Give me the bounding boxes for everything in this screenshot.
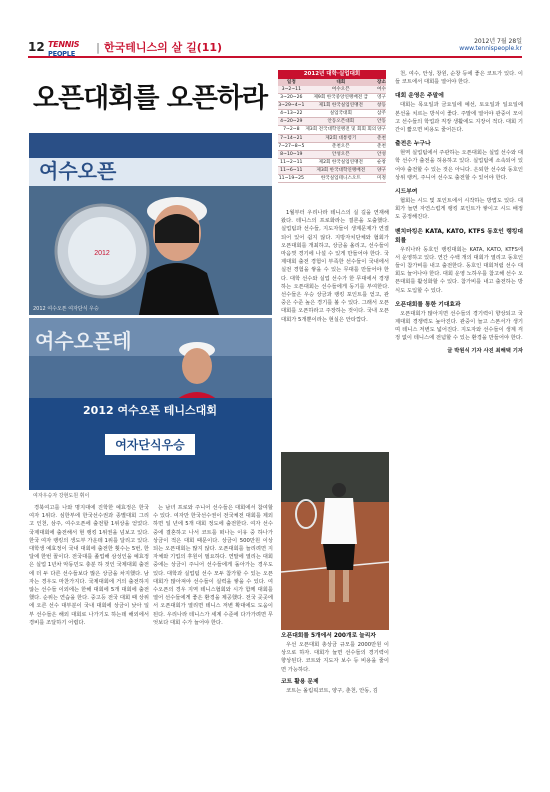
schedule-row [278,175,386,183]
schedule-cell: 미정 [377,176,386,182]
schedule-cell: 춘천오픈 [305,142,377,150]
schedule-col-event: 대회 [305,79,377,86]
schedule-cell: 삼주 [377,111,386,117]
schedule-cell: 창등 [377,103,386,109]
svg-text:2012: 2012 [94,250,110,257]
schedule-row [278,150,386,158]
body-column-4 [395,70,523,778]
subheading-open-entry: 출전은 누구나 [395,141,431,148]
schedule-table [278,79,386,183]
schedule-cell: 제9회 한국중앙연맹배전 급 [305,94,377,102]
photo-trophy-winner [29,133,272,315]
schedule-cell: 춘천 [377,135,386,141]
schedule-cell: 한국실업테니스오트 [305,175,377,183]
photo-trophy-caption: 2012 여수오픈 여자단식 우승 [33,306,99,312]
issue-date: 2012년 7월 28일 [474,38,522,45]
banner-line-1: 2012 여수오픈 테니스대회 [83,404,217,417]
body-text-col3: 1월부터 우리나라 테니스의 실 길을 연재해왔다. 테니스의 프로화라는 결론을 도출했다. 실업팀과 선수들, 지도자들이 생계문제가 연결되어 있어 쉽지 않다. 지방자치단체와 협회가 오픈대회를 개최하고, 상금을 올리고, 선수들이 마음껏 경기에 나설 수 있게 만들어야 한다. 국제대회 출전 경험이 부족한 선수들이 국내에서 실전 경험을 쌓을 수 있는 무대를 만들어야 한다. 대학 선수와 실업 선수가 한 무대에서 경쟁하는 오픈대회는 선수들에게 동기를 부여한다. 선수들은 우승 상금과 랭킹 포인트를 얻고, 관중은 수준 높은 경기를 볼 수 있다. 그래서 오픈대회를 오픈하라고 주장하는 것이다. 국내 오픈대회가 5개뿐이라는 현실은 안타깝다. [281,210,389,323]
schedule-cell: 실업국대회 [305,110,377,118]
schedule-title: 2012년 대학·실업대회 [278,70,386,79]
schedule-cell: 제2회 한국실업연맹전 [305,158,377,166]
logo-sub: PEOPLE [48,50,75,58]
article-title: 오픈대회를 오픈하라 [33,83,268,114]
schedule-cell: 여수오픈 [305,86,377,94]
banner-line-2: 여자단식우승 [105,434,195,455]
byline: 글 박원식 기자 사진 최해택 기자 [447,347,523,354]
site-url: www.tennispeople.kr [459,45,522,52]
body-text-col3c: 코트는 올림픽코트, 양구, 춘천, 안동, 김 [286,687,378,694]
schedule-cell: 7~27~8~5 [278,143,305,149]
schedule-row [278,142,386,150]
magazine-logo [48,40,79,58]
schedule-cell: 춘천 [377,143,386,149]
schedule-header-row [278,79,386,86]
schedule-cell: 양구 [377,127,386,133]
issue-info [459,38,522,52]
schedule-cell: 제2회 대통령기 [305,134,377,142]
schedule-cell: 11~19~25 [278,176,304,182]
schedule-row [278,110,386,118]
schedule-cell: 7~14~21 [278,134,305,142]
photo-court-player [281,452,389,630]
schedule-row [278,118,386,126]
body-text-col4a: 천, 여수, 안성, 창원, 순창 등에 좋은 코트가 있다. 이들 코트에서 대회를 열어야 한다. [395,71,523,86]
page-number: 12 [28,40,45,54]
body-text-col4c: 현역 실업팀에서 주관하는 오픈대회는 실업 선수와 대학 선수가 출전을 허용하고 있다. 실업팀에 소속되어 있어야 출전할 수 있는 것은 아니다. 은퇴한 선수와 동호인 상위 랭커, 주니어 선수도 출전할 수 있어야 한다. [395,150,523,181]
schedule-row [278,158,386,166]
schedule-cell: 제1회 한국실업연맹전 [305,102,377,110]
subheading-seeding: 시드부여 [395,189,418,196]
subheading-court-use: 코트 활용 문제 [281,678,319,685]
body-column-1 [29,504,149,778]
schedule-row [278,166,386,174]
schedule-cell: 4~13~22 [278,110,305,118]
subheading-effects: 오픈대회를 통한 기대효과 [395,301,461,308]
schedule-cell: 안동 [377,119,386,125]
schedule-row [278,102,386,110]
schedule-cell: 안동오픈대회 [305,118,377,126]
photo-champion-caption: 여자우승자 강현도원 휘이 [33,493,90,499]
schedule-col-venue: 장소 [377,80,386,85]
schedule-cell: 안성 [377,151,386,157]
svg-text:여수오픈테: 여수오픈테 [35,331,132,353]
body-text-col4d: 협회는 시드 및 포인트에서 시작하는 방법도 있다. 대회가 늘면 자연스럽게 랭킹 포인트가 쌓이고 시드 배정도 공정해진다. [395,198,523,221]
logo-main: TENNIS [48,40,80,49]
schedule-cell: 안성오픈 [305,150,377,158]
schedule-cell: 영구 [377,95,386,101]
body-column-2 [153,504,273,778]
body-text-col4e: 우리나라 동호인 랭킹대회는 KATA, KATO, KTFS에서 운영하고 있다. 연간 수백 개의 대회가 열리고 동호인들이 참가비를 내고 출전한다. 동호인 대회처럼 선수 대회도 늘어나야 한다. 대회 운영 노하우를 참고해 선수 오픈대회를 활성화할 수 있다. 참가비를 내고 출전하는 방식도 도입할 수 있다. [395,246,523,294]
schedule-cell: 8~10~19 [278,150,305,158]
body-text-col2: 는 남녀 프로와 주니어 선수들은 대회에서 참여할 수 있다. 여자만 한국선수권이 전국체전 대회를 제외하면 일 년에 5개 대회 정도에 출전한다. 여자 선수 중에 결혼하고 나서 코트를 떠나는 이유 중 하나가 상금이 적은 대회 때문이다. 상금이 500만원 이상 되는 오픈대회는 많지 않다. 오픈대회를 늘리려면 지자체와 기업의 후원이 필요하다. 연말에 열리는 대회 중에는 상금이 주니어 선수들에게 돌아가는 경우도 있다. 대학과 실업팀 선수 모두 참가할 수 있는 오픈대회가 많아져야 선수들이 실력을 쌓을 수 있다. 여수오픈의 경우 지역 테니스협회와 시가 함께 대회를 열어 선수들에게 좋은 환경을 제공했다. 전국 곳곳에서 오픈대회가 열리면 테니스 저변 확대에도 도움이 된다. 우리나라 테니스가 세계 수준에 다가가려면 무엇보다 대회 수가 늘어야 한다. [153,505,273,626]
body-text-col4f: 오픈대회가 많아지면 선수들의 경기력이 향상되고 국제대회 경쟁력도 높아진다. 관중이 늘고 스폰서가 생기며 테니스 저변도 넓어진다. 지도자와 선수들이 생계 걱정 없이 테니스에 전념할 수 있는 환경을 만들어야 한다. [395,310,523,342]
schedule-cell: 3~29~4~1 [278,103,305,109]
svg-text:여수오픈: 여수오픈 [39,161,117,183]
schedule-cell: 11~6~11 [278,166,305,174]
schedule-cell: 7~2~8 [278,126,305,134]
schedule-cell: 11~2~11 [278,158,305,166]
schedule-row [278,86,386,94]
schedule-cell: 3~20~26 [278,94,305,102]
body-text-col3b: 우선 오픈대회 총상금 규모를 2000만원 이상으로 하자. 대회가 늘면 선수들의 경기력이 향상된다. 코트와 지도자 보수 등 비용을 줄이면 가능하다. [281,642,389,673]
section-title-text: 한국테니스의 살 길(11) [104,41,223,54]
subheading-expand-opens: 오픈대회를 5개에서 200개로 늘리자 [281,633,376,639]
schedule-col-date: 일정 [278,79,305,86]
subheading-weekend: 대회 운영은 주말에 [395,93,444,100]
body-column-3 [281,209,389,446]
schedule-cell: 3~2~11 [278,86,305,94]
schedule-box [278,70,386,183]
schedule-row [278,94,386,102]
subheading-benchmark: 벤치마킹은 KATA, KATO, KTFS 동호인 랭킹대회를 [395,228,523,244]
schedule-cell: 순창 [377,159,386,165]
schedule-cell: 4~20~29 [278,118,305,126]
body-text-col1: 경북여고를 나와 명지대에 진학한 예효정은 한국 여자 1위다. 심한부에 한국선수권과 종별대회 그리고 인천, 삼주, 여수오픈에 출전할 1위상을 얻었다. 국제대회에 출전해서 현 랭킹 1위권을 넘보고 있다. 한국 여자 랭킹의 생도부 가운데 1위를 달리고 있다. 대학생 예효정이 국내 대회에 출전한 횟수는 5번, 한달에 한번 꼴이다. 전국대를 졸업해 삼성인을 예효정은 실업 1년차 악동민도 충분 하 것인 국제대회 출전에 더 두 다른 선수들보다 많은 상금을 차지했다. 남자는 경우도 마찬가지다. 국제대회에 거의 출전하지 않는 선수들 이외에는 한해 대회에 5개 대회에 출전했다. 순위는 연습을 한다. 중고등 전국 대회 때 상위에 오른 선수 대부분이 국내 대회에 상금이 낮아 일부 선수들은 해외 대회로 나가기도 하는데 해외에서 경비를 조달하기 어렵다. [29,505,149,626]
page-header [28,38,522,58]
schedule-cell: 양구 [377,167,386,173]
schedule-row [278,134,386,142]
schedule-cell: 제3회 전국대학연맹전 및 회회 회의 [305,127,377,133]
schedule-cell: 여수 [377,87,386,92]
schedule-row [278,126,386,134]
section-title: | 한국테니스의 살 길(11) [96,41,223,54]
champion-banner-text [40,402,260,455]
body-column-3-bottom [281,632,389,778]
body-text-col4b: 대회는 목요일과 금요일에 예선, 토요일과 일요일에 본선을 치르는 방식이 좋다. 주말에 열어야 관중이 모이고 선수들의 학업과 직장 생활에도 지장이 적다. 대회 기간이 짧으면 비용도 줄어든다. [395,102,523,134]
schedule-cell: 제3회 한국대학연맹배전 [305,166,377,174]
